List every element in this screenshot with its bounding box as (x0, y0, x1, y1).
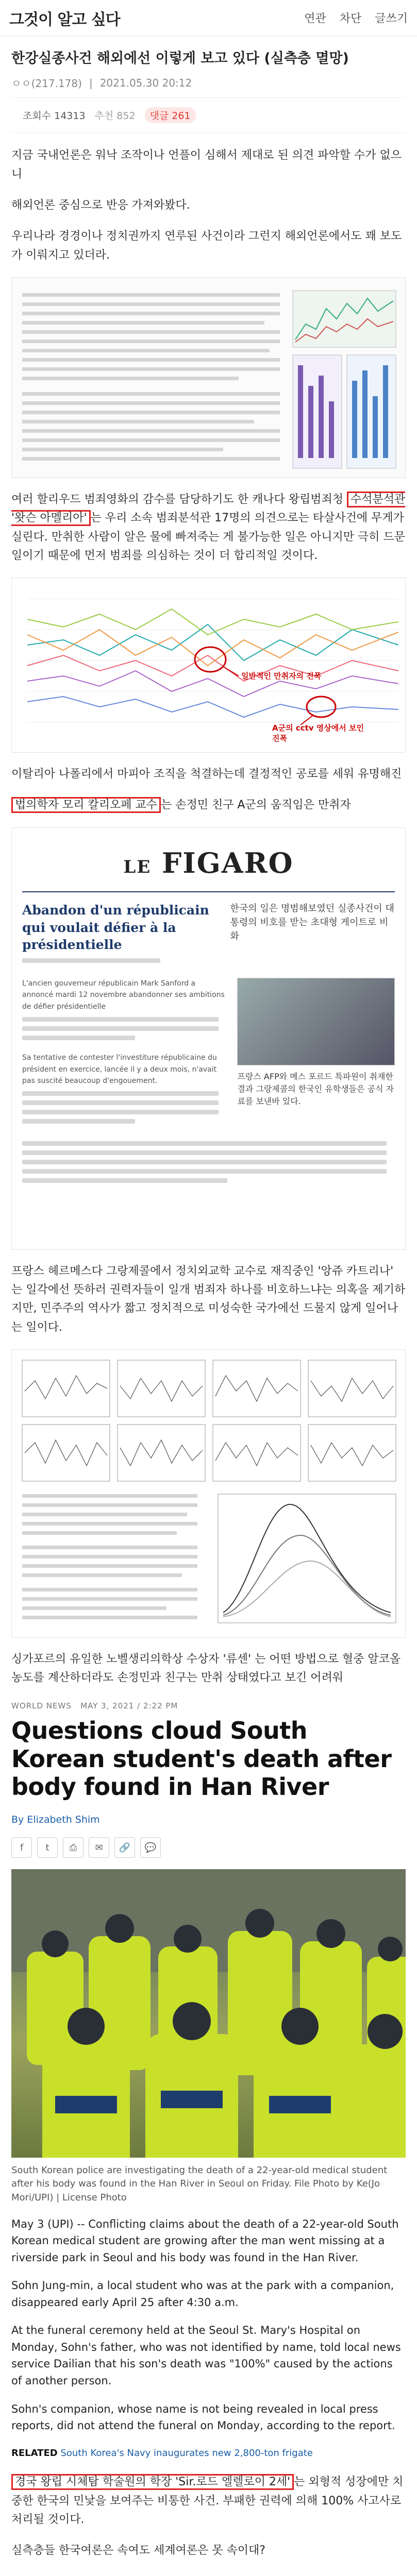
figaro-title: Abandon d'un républicain qui voulait défier à la présidentielle (22, 902, 209, 953)
divider: | (89, 76, 93, 89)
amplitude-chart (11, 578, 406, 753)
facebook-icon[interactable]: f (11, 1837, 32, 1858)
highlight-box: 수석분석관 '왓슨 아멜리아' (11, 492, 405, 526)
paragraph: 우리나라 경경이나 정치권까지 연루된 사건이라 그런지 해외언론에서도 꽤 보도가 이뤄지고 있더라. (11, 230, 402, 262)
highlight-box: 경국 왕립 시체탐 학술원의 학장 'Sir.로드 엘렐로이 2세' (11, 2474, 294, 2490)
upi-caption: South Korean police are investigating the death of a 22-year-old medical student after his body was found in the Han River in Seoul on Friday. File Photo by Ke(Jo Mori/UPI) | License Photo (11, 2165, 388, 2203)
figaro-text: L'ancien gouverneur républicain Mark Sanford a annoncé mardi 12 novembre abandonner ses ambitions de défier présidentielle (22, 979, 225, 1011)
print-icon[interactable]: ⎙ (63, 1837, 84, 1858)
chart-annotation: A군의 cctv 영상에서 보인 진폭 (272, 723, 364, 743)
post-stats (11, 97, 406, 133)
share-row (11, 1837, 406, 1858)
upi-photo (11, 1869, 406, 2158)
upi-paragraph: Sohn's companion, whose name is not being revealed in local press reports, did not attend the funeral on Monday, according to the report. (11, 2402, 395, 2432)
post-title: 한강실종사건 해외에선 이렇게 보고 있다 (실측층 멸망) (11, 50, 349, 66)
figaro-photo (237, 978, 395, 1065)
like-count: 추천 852 (94, 110, 136, 122)
chart-annotation: 일반적인 만취자의 진폭 (241, 671, 322, 681)
figaro-side-text: 프랑스 AFP와 메스 포르드 특파원이 취재한 결과 그랑제콜의 한국인 유학생들은 공식 자료를 보낸바 있다. (237, 1072, 394, 1107)
comment-count[interactable]: 댓글 261 (145, 107, 196, 123)
upi-paragraph: At the funeral ceremony held at the Seoul St. Mary's Hospital on Monday, Sohn's father, who was not identified by name, told local news service Dailian that his son's death was "100%" caused by the actions of another person. (11, 2324, 401, 2387)
view-count: 조회수 14313 (23, 110, 86, 122)
paragraph: 실측층들 한국여론은 속여도 세계여론은 못 속이대? (11, 2544, 265, 2557)
figaro-logo: LE FIGARO (123, 846, 294, 879)
paper-scan (12, 278, 406, 478)
twitter-icon[interactable]: t (37, 1837, 58, 1858)
paper-image-2 (11, 1349, 406, 1638)
upi-paragraph: May 3 (UPI) -- Conflicting claims about the death of a 22-year-old South Korean medical student are growing after the man went missing at a riverside park in Seoul and his body was found in the Han River. (11, 2217, 399, 2264)
divider (22, 891, 395, 892)
related-link[interactable]: RELATED South Korea's Navy inaugurates new 2,800-ton frigate (11, 2447, 313, 2459)
paragraph: 경국 왕립 시체탐 학술원의 학장 'Sir.로드 엘렐로이 2세' 는 외형적 성장에만 치중한 한국의 민낯을 보여주는 비통한 사건. 부패한 권력에 의해 100% 사고사로 처리될 것이다. (11, 2473, 406, 2529)
top-nav (304, 10, 408, 26)
post-header (0, 36, 417, 97)
nav-write[interactable]: 글쓰기 (375, 12, 408, 25)
link-icon[interactable]: 🔗 (114, 1837, 135, 1858)
figaro-text: Sa tentative de contester l'investiture républicaine du président en exercice, lancée il y a deux mois, n'avait pas suscité beaucoup d'engouement. (22, 1054, 217, 1085)
site-title[interactable]: 그것이 알고 싶다 (9, 10, 120, 29)
figaro-clip (11, 827, 406, 1250)
paragraph: 해외언론 중심으로 반응 가져와봤다. (11, 199, 190, 212)
paragraph: 이탈리아 나폴리에서 마피아 조직을 척결하는데 결정적인 공로를 세워 유명해진 (11, 768, 402, 781)
author[interactable]: ㅇㅇ(217.178) (11, 77, 82, 90)
upi-paragraph: Sohn Jung-min, a local student who was at the park with a companion, disappeared early April 25 after 4:30 a.m. (11, 2279, 394, 2309)
nav-block[interactable]: 차단 (339, 12, 362, 25)
post-meta (11, 75, 406, 90)
paragraph: 프랑스 헤르메스다 그랑제콜에서 정치외교학 교수로 재직중인 '앙쥬 카트리나' 는 일각에선 뜻하러 권력자들이 일개 범죄자 하나를 비호하느냐는 의혹을 제기하지만, 민주주의 역사가 짧고 정치적으로 미성숙한 국가에선 드물지 않게 일어나는 일이다. (11, 1264, 406, 1334)
post-date: 2021.05.30 20:12 (99, 76, 192, 89)
highlight-box: 법의학자 모리 칼리오페 교수 (11, 797, 161, 813)
paragraph: 여러 할리우드 범죄영화의 감수를 담당하기도 한 캐나다 왕립범죄청 수석분석관 '왓슨 아멜리아' 는 우리 소속 범죄분석관 17명의 의견으로는 타살사건에 무게가 실린다. 만취한 사람이 알은 물에 빠져죽는 게 불가능한 일은 아니지만 극히 드문 일이기 때문에 먼저 범죄를 의심하는 것이 더 합리적일 것이다. (11, 490, 406, 565)
police-photo-art (11, 1869, 406, 2158)
figaro-ko-caption: 한국의 일은 명범해보였던 실종사건이 대통령의 비호를 받는 초대형 게이트로 비화 (230, 903, 394, 942)
email-icon[interactable]: ✉ (89, 1837, 109, 1858)
paper-image-1 (11, 277, 406, 478)
plot-grid (12, 1350, 406, 1638)
comment-icon[interactable]: 💬 (140, 1837, 161, 1858)
upi-section: WORLD NEWS MAY 3, 2021 / 2:22 PM (11, 1701, 178, 1711)
paragraph: 싱가포르의 유일한 노벨생리의학상 수상자 '류센' 는 어떤 방법으로 혈중 알코올 농도를 계산하더라도 손정민과 친구는 만취 상태였다고 보긴 어려워 (11, 1652, 401, 1685)
upi-article-clip (11, 1700, 406, 2461)
paragraph: 지금 국내언론은 워낙 조작이나 언플이 심해서 제대로 된 의견 파악할 수가 없으니 (11, 149, 402, 181)
nav-related[interactable]: 연관 (304, 12, 326, 25)
upi-byline[interactable]: By Elizabeth Shim (11, 1814, 100, 1826)
header (0, 0, 417, 36)
paragraph: 법의학자 모리 칼리오페 교수 는 손정민 친구 A군의 움직임은 만취자 (11, 796, 406, 815)
upi-title: Questions cloud South Korean student's death after body found in Han River (11, 1717, 392, 1801)
post-body (0, 133, 417, 2560)
